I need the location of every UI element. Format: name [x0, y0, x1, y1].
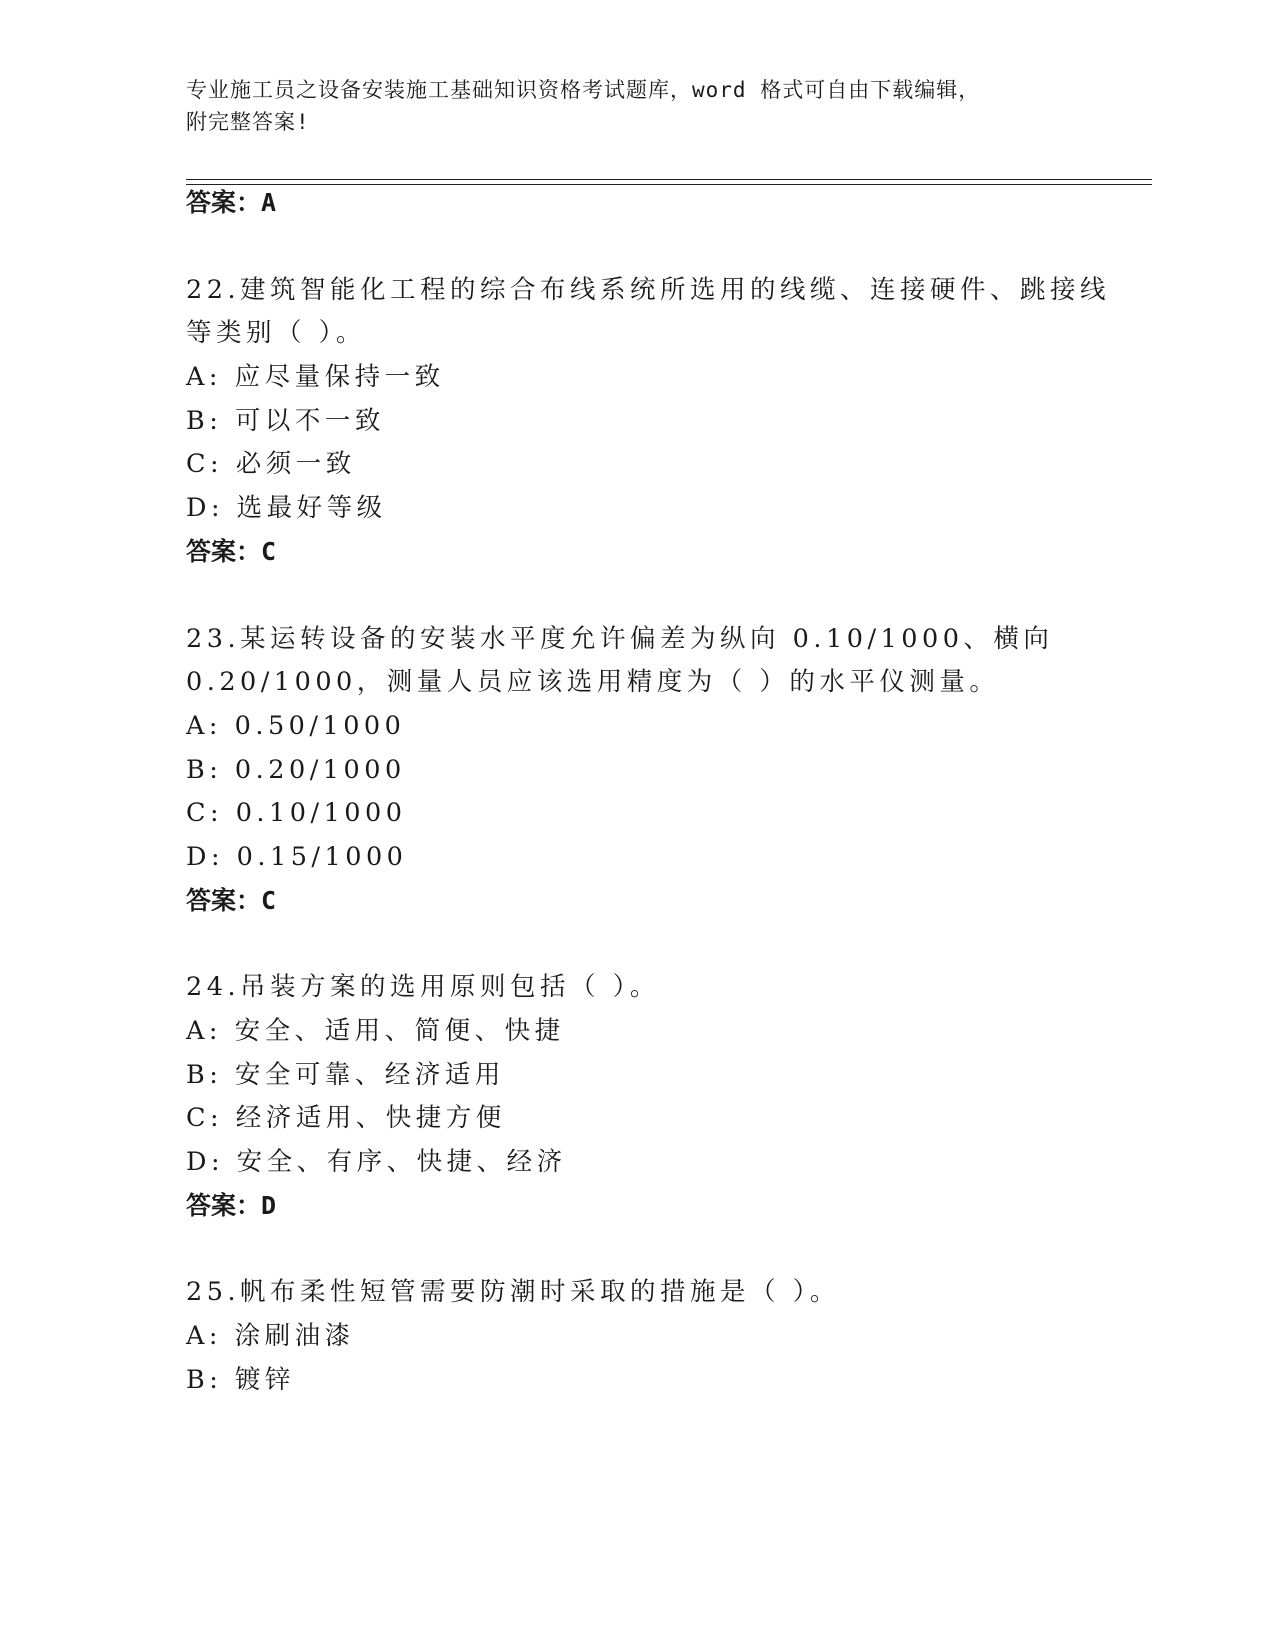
header-divider-top: [186, 179, 1152, 180]
question-24-option-d: D: 安全、有序、快捷、经济: [186, 1147, 567, 1177]
question-22-option-b: B: 可以不一致: [186, 406, 385, 436]
question-23-stem-line-1: 23.某运转设备的安装水平度允许偏差为纵向 0.10/1000、横向: [186, 624, 1054, 654]
question-24-option-b: B: 安全可靠、经济适用: [186, 1060, 505, 1090]
question-23-option-a: A: 0.50/1000: [186, 711, 406, 741]
question-23-option-d: D: 0.15/1000: [186, 842, 408, 872]
header-line-2: 附完整答案!: [186, 110, 310, 134]
question-25-option-a: A: 涂刷油漆: [186, 1321, 355, 1351]
question-22-option-a: A: 应尽量保持一致: [186, 362, 445, 392]
question-22-answer: 答案：C: [186, 537, 277, 566]
question-23-answer: 答案：C: [186, 886, 277, 915]
question-24-stem: 24.吊装方案的选用原则包括（ ）。: [186, 972, 660, 1002]
question-24-option-c: C: 经济适用、快捷方便: [186, 1103, 506, 1133]
question-23-stem-line-2: 0.20/1000，测量人员应该选用精度为（ ）的水平仪测量。: [186, 667, 1000, 697]
question-23-option-c: C: 0.10/1000: [186, 798, 407, 828]
question-22-option-d: D: 选最好等级: [186, 493, 387, 523]
question-25-stem: 25.帆布柔性短管需要防潮时采取的措施是（ ）。: [186, 1277, 840, 1307]
question-22-option-c: C: 必须一致: [186, 449, 356, 479]
question-24-option-a: A: 安全、适用、简便、快捷: [186, 1016, 565, 1046]
question-25-option-b: B: 镀锌: [186, 1365, 295, 1395]
previous-answer: 答案：A: [186, 188, 277, 217]
question-22-stem-line-1: 22.建筑智能化工程的综合布线系统所选用的线缆、连接硬件、跳接线: [186, 275, 1111, 305]
question-23-option-b: B: 0.20/1000: [186, 755, 406, 785]
question-24-answer: 答案：D: [186, 1191, 277, 1220]
question-22-stem-line-2: 等类别（ ）。: [186, 318, 366, 348]
document-header: [186, 74, 1086, 138]
header-line-1: 专业施工员之设备安装施工基础知识资格考试题库，word 格式可自由下载编辑，: [186, 78, 981, 102]
header-divider-bottom: [186, 184, 1152, 185]
